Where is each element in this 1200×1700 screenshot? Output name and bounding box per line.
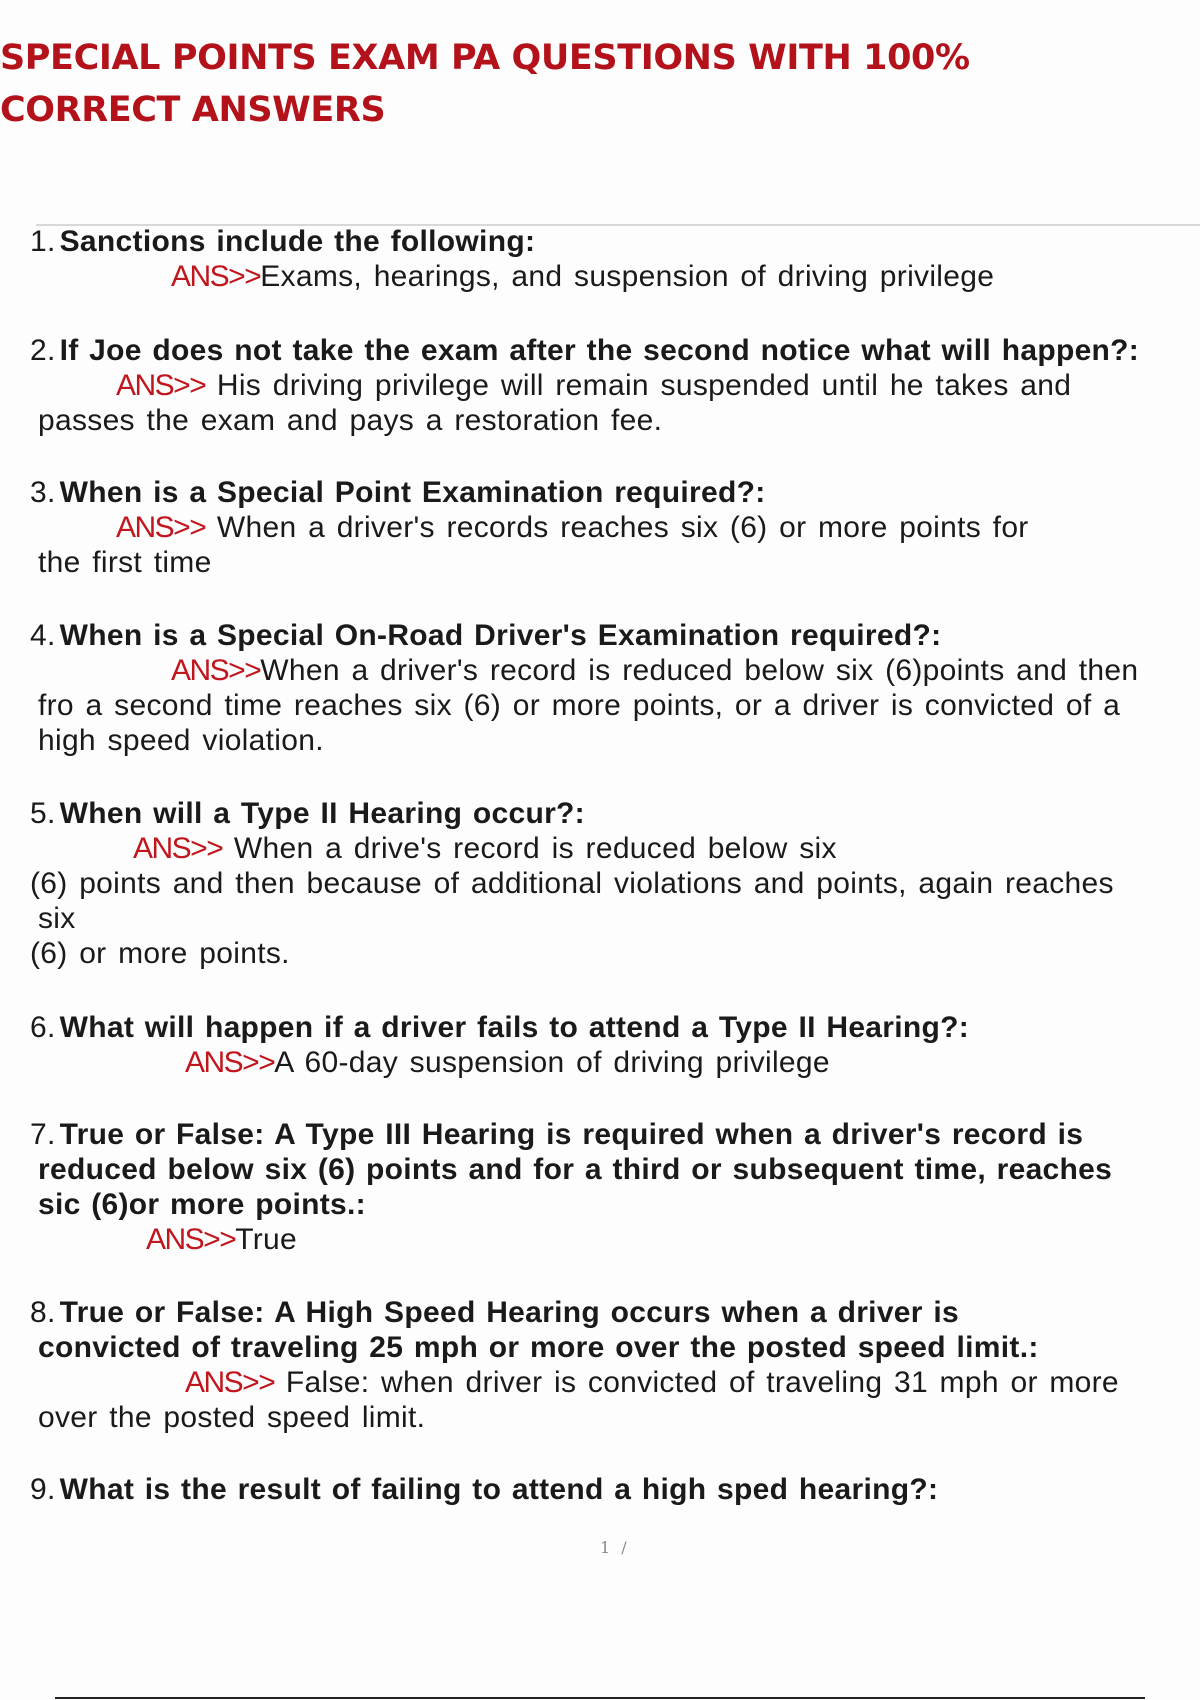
- answer-prefix: ANS>>: [185, 1046, 275, 1079]
- question-number: 5.: [30, 797, 56, 830]
- question-3: [30, 475, 1195, 510]
- answer-prefix: ANS>>: [185, 1366, 275, 1399]
- answer-text: (6) or more points.: [30, 937, 290, 970]
- qa-item-2: [30, 333, 1195, 438]
- question-7: [30, 1117, 1195, 1222]
- answer-text: When a drive's record is reduced below six: [222, 832, 837, 865]
- question-text: True or False: A High Speed Hearing occurs when a driver is: [59, 1296, 960, 1329]
- answer-prefix: ANS>>: [116, 511, 206, 544]
- answer-text: True: [235, 1223, 298, 1256]
- question-number: 3.: [30, 476, 56, 509]
- qa-item-8: [30, 1295, 1195, 1435]
- question-number: 9.: [30, 1473, 56, 1506]
- question-4: [30, 618, 1195, 653]
- qa-item-3: [30, 475, 1195, 580]
- answer-1: [30, 259, 1195, 294]
- page-number: 1 /: [600, 1538, 630, 1557]
- question-number: 6.: [30, 1011, 56, 1044]
- question-text: What is the result of failing to attend a high sped hearing?:: [59, 1473, 939, 1506]
- answer-text: False: when driver is convicted of traveling 31 mph or more: [274, 1366, 1119, 1399]
- qa-item-5: [30, 796, 1195, 971]
- answer-text: high speed violation.: [38, 724, 324, 757]
- answer-text: over the posted speed limit.: [38, 1401, 426, 1434]
- answer-text: When a driver's records reaches six (6) or more points for: [205, 511, 1029, 544]
- question-text: Sanctions include the following:: [59, 225, 536, 258]
- question-text: True or False: A Type III Hearing is required when a driver's record is: [59, 1118, 1084, 1151]
- question-text: What will happen if a driver fails to attend a Type II Hearing?:: [59, 1011, 970, 1044]
- question-number: 4.: [30, 619, 56, 652]
- answer-text: His driving privilege will remain suspended until he takes and: [205, 369, 1072, 402]
- question-number: 8.: [30, 1296, 56, 1329]
- qa-item-9: [30, 1472, 1195, 1507]
- question-5: [30, 796, 1195, 831]
- answer-prefix: ANS>>: [133, 832, 223, 865]
- question-text: When is a Special On-Road Driver's Examination required?:: [59, 619, 942, 652]
- answer-prefix: ANS>>: [116, 369, 206, 402]
- question-text: reduced below six (6) points and for a third or subsequent time, reaches: [38, 1153, 1113, 1186]
- answer-prefix: ANS>>: [146, 1223, 236, 1256]
- question-9: [30, 1472, 1195, 1507]
- answer-8: [30, 1365, 1195, 1435]
- question-text: convicted of traveling 25 mph or more over the posted speed limit.:: [38, 1331, 1039, 1364]
- page-bottom-border: [55, 1697, 1145, 1699]
- question-number: 1.: [30, 225, 56, 258]
- answer-6: [30, 1045, 1195, 1080]
- question-text: sic (6)or more points.:: [38, 1188, 366, 1221]
- qa-item-7: [30, 1117, 1195, 1257]
- answer-text: A 60-day suspension of driving privilege: [274, 1046, 830, 1079]
- question-number: 2.: [30, 334, 56, 367]
- answer-4: [30, 653, 1195, 758]
- answer-prefix: ANS>>: [171, 260, 261, 293]
- answer-text: Exams, hearings, and suspension of driving privilege: [260, 260, 995, 293]
- answer-text: When a driver's record is reduced below six (6)points and then: [260, 654, 1139, 687]
- answer-text: passes the exam and pays a restoration fee.: [38, 404, 663, 437]
- page-title: SPECIAL POINTS EXAM PA QUESTIONS WITH 100% CORRECT ANSWERS: [0, 38, 970, 130]
- qa-item-1: [30, 224, 1195, 294]
- answer-7: [30, 1222, 1195, 1257]
- qa-item-6: [30, 1010, 1195, 1080]
- question-text: When will a Type II Hearing occur?:: [59, 797, 585, 830]
- question-8: [30, 1295, 1195, 1365]
- answer-text: (6) points and then because of additional violations and points, again reaches: [30, 867, 1114, 900]
- answer-3: [30, 510, 1195, 580]
- qa-item-4: [30, 618, 1195, 758]
- answer-text: fro a second time reaches six (6) or more points, or a driver is convicted of a: [38, 689, 1121, 722]
- question-text: If Joe does not take the exam after the second notice what will happen?:: [59, 334, 1140, 367]
- answer-2: [30, 368, 1195, 438]
- question-1: [30, 224, 1195, 259]
- question-text: When is a Special Point Examination required?:: [59, 476, 766, 509]
- answer-text: the first time: [38, 546, 212, 579]
- question-number: 7.: [30, 1118, 56, 1151]
- answer-prefix: ANS>>: [171, 654, 261, 687]
- answer-5: [30, 831, 1195, 971]
- question-6: [30, 1010, 1195, 1045]
- question-2: [30, 333, 1195, 368]
- answer-text: six: [38, 902, 76, 935]
